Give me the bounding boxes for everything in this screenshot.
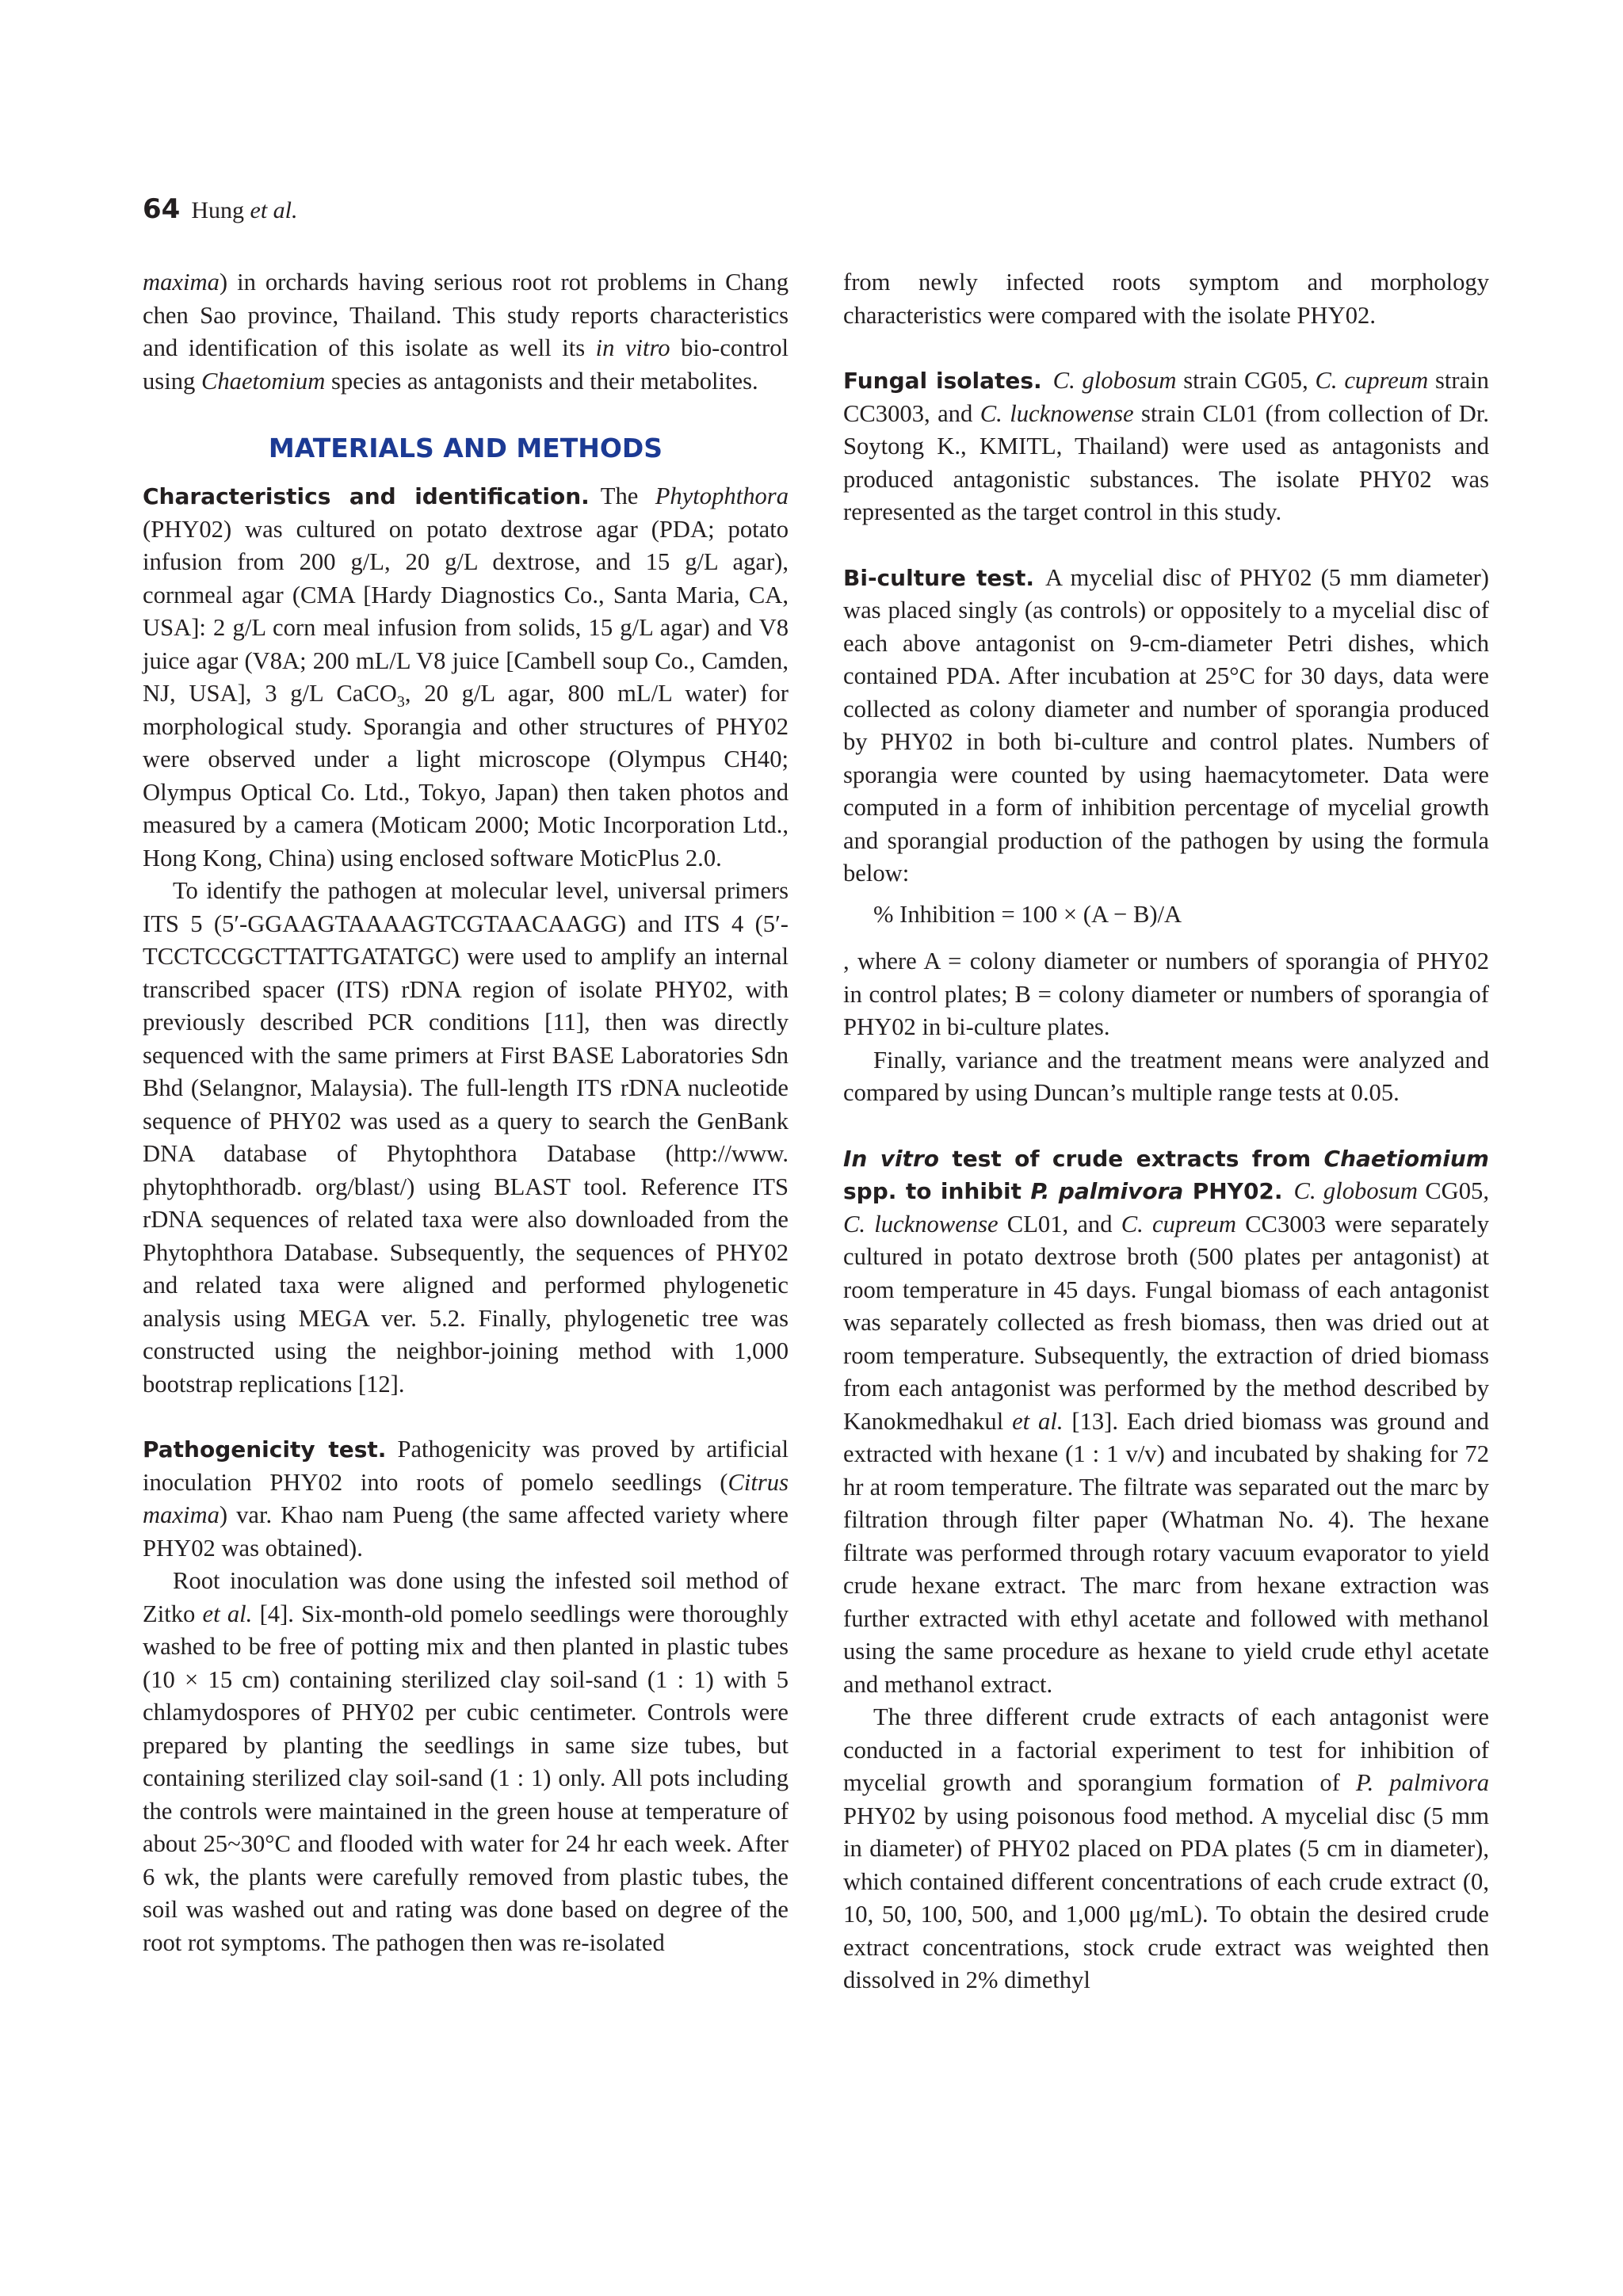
text: The three different crude extracts of each antagonist were conducted in a factorial experiment to test for inhibition of mycelial growth and sporangium formation of <box>843 1703 1489 1796</box>
text: CC3003 were separately cultured in potato dextrose broth (500 plates per antagonist) at room temperature in 45 days. Fungal biomass of each antagonist was separately collected as fresh biomass, then was dried out at room temperature. Subsequently, the extraction of dried biomass from each antagonist was performed by the method described by Kanokmedhakul <box>843 1210 1489 1435</box>
subscript: 3 <box>396 693 405 711</box>
run-in-heading: Characteristics and identification. <box>143 483 590 509</box>
heading-italic: Chaetiomium <box>1323 1145 1489 1172</box>
text-italic: maxima <box>143 269 220 296</box>
heading-text: test of crude extracts from <box>938 1145 1324 1172</box>
run-in-heading: Fungal isolates. <box>843 368 1042 394</box>
text-italic: Chaetomium <box>200 367 326 395</box>
intro-continuation-paragraph <box>143 266 789 398</box>
right-column <box>843 266 1489 1997</box>
text-italic: Phytophthora <box>655 482 789 509</box>
running-head <box>143 193 298 225</box>
text: A mycelial disc of PHY02 (5 mm diameter) was placed singly (as controls) or oppositely to a mycelial disc of each above antagonist on 9-cm-diameter Petri dishes, which contained PDA. After incubation at 25°C for 30 days, data were collected as colony diameter and number of sporangia produced by PHY02 in both bi-culture and control plates. Numbers of sporangia were counted by using haemacytometer. Data were computed in a form of inhibition percentage of mycelial growth and sporangial production of the pathogen by using the formula below: <box>843 563 1489 887</box>
left-column <box>143 266 789 1959</box>
reisolation-continuation-paragraph: from newly infected roots symptom and morphology characteristics were compared with the isolate PHY02. <box>843 269 1489 329</box>
text: ) in orchards having serious root rot problems in Chang chen Sao province, Thailand. This study reports characteristics and identification of this isolate as well its <box>143 269 789 361</box>
biculture-paragraph <box>843 562 1489 891</box>
text: strain CC3003, and <box>843 367 1489 427</box>
heading-italic: In vitro <box>843 1145 939 1172</box>
text-italic: C. lucknowense <box>980 399 1134 427</box>
text-italic: C. lucknowense <box>843 1210 999 1238</box>
formula-definition-paragraph: , where A = colony diameter or numbers of sporangia of PHY02 in control plates; B = colony diameter or numbers of sporangia of PHY02 in bi-culture plates. <box>843 948 1489 1040</box>
text: strain CL01 (from collection of Dr. Soytong K., KMITL, Thailand) were used as antagonists and produced antagonistic substances. The isolate PHY02 was represented as the target control in this study. <box>843 399 1489 525</box>
text: strain CG05, <box>1176 367 1316 394</box>
text: ) var. Khao nam Pueng (the same affected variety where PHY02 was obtained). <box>143 1501 789 1562</box>
characteristics-paragraph <box>143 480 789 875</box>
text: CL01, and <box>998 1210 1121 1238</box>
text-italic: , <box>1483 1177 1490 1204</box>
statistics-paragraph: Finally, variance and the treatment means were analyzed and compared by using Duncan’s multiple range tests at 0.05. <box>843 1046 1489 1106</box>
fungal-isolates-paragraph <box>843 364 1489 529</box>
text-italic: C. globosum <box>1052 367 1177 394</box>
text: Pathogenicity was proved by artificial inoculation PHY02 into roots of pomelo seedlings ( <box>143 1436 789 1496</box>
invitro-extracts-paragraph <box>843 1142 1489 1702</box>
text-italic: et al. <box>1012 1407 1064 1435</box>
running-head-authors: Hung <box>191 197 244 223</box>
heading-text: PHY02. <box>1183 1178 1283 1204</box>
heading-italic: P. palmivora <box>1030 1178 1184 1204</box>
root-inoculation-paragraph <box>143 1565 789 1959</box>
text: species as antagonists and their metabolites. <box>325 367 758 395</box>
text-italic: P. palmivora <box>1355 1769 1489 1796</box>
page-number: 64 <box>143 193 181 225</box>
text-italic: Citrus maxima <box>143 1468 789 1528</box>
text: The <box>600 482 655 509</box>
text-italic: C. cupreum <box>1315 367 1429 394</box>
text: [4]. Six-month-old pomelo seedlings were thoroughly washed to be free of potting mix and then planted in plastic tubes (10 × 15 cm) containing sterilized clay soil-sand (1 : 1) with 5 chlamydospores of PHY02 per cubic centimeter. Controls were prepared by planting the seedlings in same size tubes, but containing sterilized clay soil-sand (1 : 1) only. All pots including the controls were maintained in the green house at temperature of about 25~30°C and flooded with water for 24 hr each week. After 6 wk, the plants were carefully removed from plastic tubes, the soil was washed out and rating was done based on degree of the root rot symptoms. The pathogen then was re-isolated <box>143 1600 789 1956</box>
crude-extract-concentration-paragraph <box>843 1701 1489 1997</box>
text: [13]. Each dried biomass was ground and extracted with hexane (1 : 1 v/v) and incubated by shaking for 72 hr at room temperature. The filtrate was separated out the marc by filtration through filter paper (Whatman No. 4). The hexane filtrate was performed through rotary vacuum evaporator to yield crude hexane extract. The marc from hexane extraction was further extracted with ethyl acetate and followed with methanol using the same procedure as hexane to yield crude ethyl acetate and methanol extract. <box>843 1407 1489 1698</box>
heading-text: spp. to inhibit <box>843 1178 1031 1204</box>
inhibition-formula: % Inhibition = 100 × (A − B)/A <box>873 900 1182 928</box>
text-italic: C. cupreum <box>1121 1210 1236 1238</box>
molecular-identification-paragraph: To identify the pathogen at molecular level, universal primers ITS 5 (5′-GGAAGTAAAAGTCGTAACAAGG) and ITS 4 (5′-TCCTCCGCTTATTGATATGC) were used to amplify an internal transcribed spacer (ITS) rDNA region of isolate PHY02, with previously described PCR conditions [11], then was directly sequenced with the same primers at First BASE Laboratories Sdn Bhd (Selangnor, Malaysia). The full-length ITS rDNA nucleotide sequence of PHY02 was used as a query to search the GenBank DNA database of Phytophthora Database (http://www. phytophthoradb. org/blast/) using BLAST tool. Reference ITS rDNA sequences of related taxa were also downloaded from the Phytophthora Database. Subsequently, the sequences of PHY02 and related taxa were aligned and performed phylogenetic analysis using MEGA ver. 5.2. Finally, phylogenetic tree was constructed using the neighbor-joining method with 1,000 bootstrap replications [12]. <box>143 877 789 1398</box>
section-heading-materials-methods: MATERIALS AND METHODS <box>268 433 663 463</box>
pathogenicity-paragraph <box>143 1433 789 1565</box>
run-in-heading: Bi-culture test. <box>843 564 1035 591</box>
running-head-et-al: et al. <box>250 197 298 223</box>
run-in-heading: Pathogenicity test. <box>143 1436 387 1463</box>
text: Root inoculation was done using the infested soil method of Zitko <box>143 1567 789 1627</box>
text: PHY02 by using poisonous food method. A mycelial disc (5 mm in diameter) of PHY02 placed on PDA plates (5 cm in diameter), which contained different concentrations of each crude extract (0, 10, 50, 100, 500, and 1,000 μg/mL). To obtain the desired crude extract concentrations, stock crude extract was weighted then dissolved in 2% dimethyl <box>843 1802 1489 1993</box>
text-italic: et al. <box>202 1600 253 1627</box>
text-italic: C. globosum <box>1293 1177 1418 1204</box>
text: bio-control using <box>143 334 789 395</box>
text: CG05 <box>1417 1177 1484 1204</box>
text: , 20 g/L agar, 800 mL/L water) for morphological study. Sporangia and other structures of PHY02 were observed under a light microscope (Olympus CH40; Olympus Optical Co. Ltd., Tokyo, Japan) then taken photos and measured by a camera (Moticam 2000; Motic Incorporation Ltd., Hong Kong, China) using enclosed software MoticPlus 2.0. <box>143 680 789 871</box>
text-italic: in vitro <box>595 334 670 361</box>
text: (PHY02) was cultured on potato dextrose agar (PDA; potato infusion from 200 g/L, 20 g/L dextrose, and 15 g/L agar), cornmeal agar (CMA [Hardy Diagnostics Co., Santa Maria, CA, USA]: 2 g/L corn meal infusion from solids, 15 g/L agar) and V8 juice agar (V8A; 200 mL/L V8 juice [Cambell soup Co., Camden, NJ, USA], 3 g/L CaCO <box>143 515 789 707</box>
